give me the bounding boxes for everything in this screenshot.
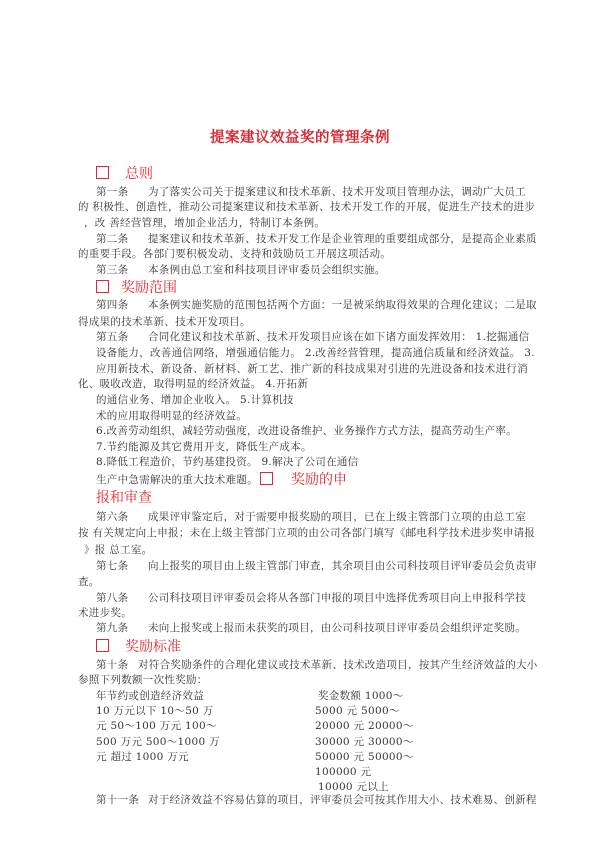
checkbox-icon: [96, 280, 109, 293]
article-9: 第九条 未向上报奖或上报而未获奖的项目，由公司科技项目评审委员会组织评定奖励。: [96, 622, 526, 634]
text-line: 生产中急需解决的重大技术难题。: [96, 474, 258, 486]
article-1: 第一条 为了落实公司关于提案建议和技术革新、技术开发项目管理办法，调动广大员工: [96, 186, 526, 198]
section-heading-application-part1: 奖励的申: [260, 471, 347, 489]
text-line: ，改 善经营管理，增加企业活力，特制订本条例。: [84, 217, 326, 229]
table-right-cell: 20000 元 20000～: [315, 720, 414, 732]
article-5: 第五条 合同化建议和技术革新、技术开发项目应该在如下诸方面发挥效用： 1.挖掘通信: [96, 331, 530, 343]
section-heading-standards: 奖励标准: [96, 638, 181, 656]
section-heading-application-part2: 报和审查: [96, 490, 152, 506]
text-line: 7.节约能源及其它费用开支，降低生产成本。: [96, 441, 312, 453]
checkbox-icon: [96, 166, 109, 179]
table-left-cell: 10 万元以下 10～50 万: [96, 705, 214, 717]
checkbox-icon: [260, 472, 273, 485]
text-line: 设备能力，改善通信网络，增强通信能力。 2.改善经营管理，提高通信质量和经济效益。 3.: [96, 347, 535, 359]
table-left-cell: 元 超过 1000 万元: [96, 751, 189, 763]
text-line: 参照下列数额一次性奖励：: [78, 674, 208, 686]
article-2: 第二条 提案建议和技术革新、技术开发工作是企业管理的重要组成部分，是提高企业素质: [96, 233, 537, 245]
text-line: 的 积极性、创造性，推动公司提案建议和技术革新、技术开发工作的开展，促进生产技术的进步: [78, 201, 536, 213]
table-left-cell: 500 万元 500～1000 万: [96, 736, 220, 748]
text-line: 8.降低工程造价，节约基建投资。 9.解决了公司在通信: [96, 456, 359, 468]
article-6: 第六条 成果评审鉴定后，对于需要申报奖励的项目，已在上级主管部门立项的由总工室: [96, 511, 526, 523]
text-line: 查。: [78, 576, 100, 588]
table-right-cell: 奖金数额 1000～: [318, 690, 404, 702]
table-right-cell: 10000 元以上: [318, 781, 389, 793]
text-line: 的通信业务、增加企业收入。 5.计算机技: [96, 394, 294, 406]
document-title: 提案建议效益奖的管理条例: [210, 130, 390, 146]
table-right-cell: 50000 元 50000～: [315, 751, 414, 763]
text-line: 术的应用取得明显的经济效益。: [96, 410, 248, 422]
text-line: 化、吸收改造，取得明显的经济效益。 4.开拓新: [78, 378, 309, 390]
text-line: 得成果的技术革新、技术开发项目。: [78, 316, 251, 328]
article-7: 第七条 向上报奖的项目由上级主管部门审查，其余项目由公司科技项目评审委员会负责审: [96, 560, 537, 572]
article-3: 第三条 本条例由总工室和科技项目评审委员会组织实施。: [96, 264, 386, 276]
text-line: 的重要手段。各部门要积极发动、支持和鼓励员工开展这项活动。: [78, 248, 392, 260]
text-line: 按 有关规定向上申报；未在上级主管部门立项的由公司各部门填写《邮电科学技术进步奖申请报: [78, 527, 536, 539]
article-8: 第八条 公司科技项目评审委员会将从各部门申报的项目中选择优秀项目向上申报科学技: [96, 592, 526, 604]
section-heading-scope: 奖励范围: [96, 279, 177, 297]
article-4: 第四条 本条例实施奖励的范围包括两个方面：一是被采纳取得效果的合理化建议；二是取: [96, 299, 537, 311]
table-right-cell: 5000 元 5000～: [315, 705, 400, 717]
text-line: 6.改善劳动组织，减轻劳动强度，改进设备维护、业务操作方式方法，提高劳动生产率。: [96, 425, 518, 437]
article-11: 第十一条 对于经济效益不容易估算的项目，评审委员会可按其作用大小、技术难易、创新程: [96, 794, 537, 806]
text-line: 术进步奖。: [78, 607, 132, 619]
text-line: 》报 总工室。: [84, 544, 153, 556]
text-line: 应用新技术、新设备、新材料、新工艺、推广新的科技成果对引进的先进设备和技术进行消: [96, 363, 528, 375]
table-left-cell: 元 50～100 万元 100～: [96, 720, 217, 732]
table-left-cell: 年节约或创造经济效益: [96, 690, 204, 702]
table-right-cell: 30000 元 30000～: [315, 736, 414, 748]
checkbox-icon: [96, 639, 109, 652]
article-10: 第十条 对符合奖励条件的合理化建议或技术革新、技术改造项目，按其产生经济效益的大小: [96, 659, 538, 671]
table-right-cell: 100000 元: [315, 766, 372, 778]
section-heading-general: 总则: [96, 165, 153, 183]
